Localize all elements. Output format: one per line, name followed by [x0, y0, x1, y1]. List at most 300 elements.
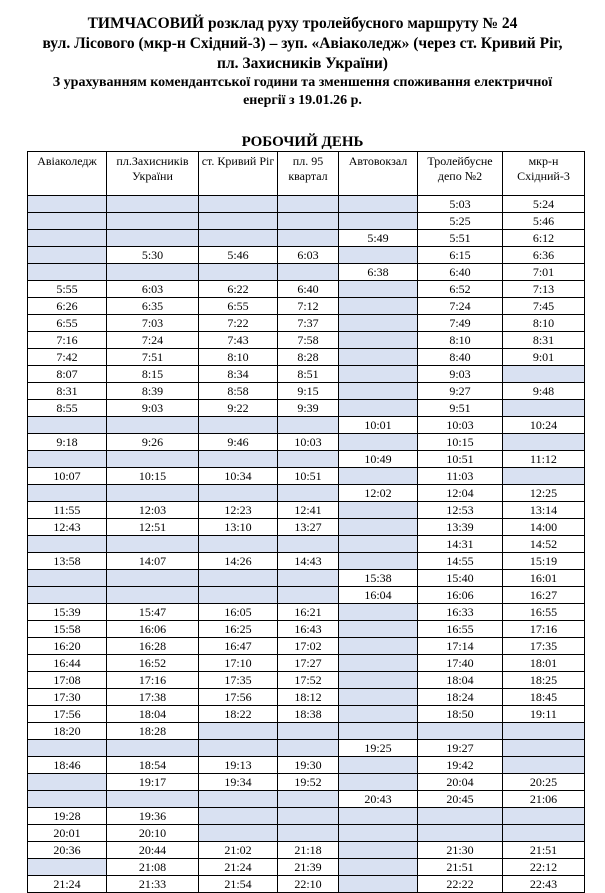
time-cell: 17:38: [107, 689, 199, 706]
time-cell: 12:03: [107, 502, 199, 519]
time-cell: [199, 417, 278, 434]
time-cell: 16:33: [418, 604, 503, 621]
time-cell: [28, 247, 107, 264]
time-cell: 5:55: [28, 281, 107, 298]
col-header-st-kryvyi-rih: ст. Кривий Ріг: [199, 152, 278, 196]
time-cell: 10:34: [199, 468, 278, 485]
time-cell: [28, 536, 107, 553]
time-cell: 18:50: [418, 706, 503, 723]
table-row: [28, 281, 585, 298]
time-cell: 21:30: [418, 842, 503, 859]
time-cell: [28, 264, 107, 281]
schedule-body: [28, 196, 585, 893]
time-cell: 13:58: [28, 553, 107, 570]
time-cell: 12:25: [503, 485, 585, 502]
table-row: [28, 672, 585, 689]
time-cell: 17:35: [199, 672, 278, 689]
time-cell: 10:24: [503, 417, 585, 434]
time-cell: 13:27: [278, 519, 339, 536]
time-cell: [199, 808, 278, 825]
time-cell: [107, 791, 199, 808]
time-cell: [199, 264, 278, 281]
time-cell: 19:27: [418, 740, 503, 757]
time-cell: 19:11: [503, 706, 585, 723]
time-cell: 9:51: [418, 400, 503, 417]
time-cell: 16:55: [503, 604, 585, 621]
time-cell: 22:43: [503, 876, 585, 893]
time-cell: 14:52: [503, 536, 585, 553]
time-cell: [503, 468, 585, 485]
table-row: [28, 264, 585, 281]
time-cell: 9:03: [418, 366, 503, 383]
time-cell: 6:22: [199, 281, 278, 298]
time-cell: [339, 553, 418, 570]
time-cell: 12:02: [339, 485, 418, 502]
time-cell: 19:13: [199, 757, 278, 774]
time-cell: [339, 859, 418, 876]
time-cell: [339, 502, 418, 519]
table-row: [28, 366, 585, 383]
table-row: [28, 774, 585, 791]
table-row: [28, 230, 585, 247]
time-cell: [503, 808, 585, 825]
time-cell: [503, 400, 585, 417]
col-header-aviakoledzh: Авіаколедж: [28, 152, 107, 196]
col-header-avtovokzal: Автовокзал: [339, 152, 418, 196]
time-cell: [107, 196, 199, 213]
time-cell: 18:54: [107, 757, 199, 774]
time-cell: 18:12: [278, 689, 339, 706]
time-cell: 12:51: [107, 519, 199, 536]
title-line-3: пл. Захисників України): [217, 55, 388, 72]
time-cell: 6:55: [28, 315, 107, 332]
time-cell: 5:46: [503, 213, 585, 230]
time-cell: 7:22: [199, 315, 278, 332]
time-cell: [107, 485, 199, 502]
header-row: [28, 152, 585, 196]
table-row: [28, 655, 585, 672]
time-cell: [278, 213, 339, 230]
time-cell: [339, 706, 418, 723]
time-cell: 5:49: [339, 230, 418, 247]
time-cell: 21:18: [278, 842, 339, 859]
time-cell: [28, 451, 107, 468]
time-cell: 7:45: [503, 298, 585, 315]
time-cell: 20:44: [107, 842, 199, 859]
schedule-header: [0, 14, 605, 110]
table-row: [28, 468, 585, 485]
time-cell: 18:28: [107, 723, 199, 740]
time-cell: 5:25: [418, 213, 503, 230]
time-cell: 7:49: [418, 315, 503, 332]
time-cell: [339, 281, 418, 298]
table-row: [28, 621, 585, 638]
time-cell: [339, 842, 418, 859]
table-row: [28, 604, 585, 621]
time-cell: [107, 451, 199, 468]
time-cell: 8:31: [28, 383, 107, 400]
time-cell: [199, 587, 278, 604]
time-cell: 21:06: [503, 791, 585, 808]
time-cell: 15:39: [28, 604, 107, 621]
col-header-depo-2: Тролейбусне депо №2: [418, 152, 503, 196]
time-cell: 18:01: [503, 655, 585, 672]
time-cell: 8:39: [107, 383, 199, 400]
time-cell: 11:55: [28, 502, 107, 519]
time-cell: 16:43: [278, 621, 339, 638]
title-line-2: вул. Лісового (мкр-н Східний-3) – зуп. «Авіаколедж» (через ст. Кривий Ріг,: [42, 35, 563, 52]
time-cell: [278, 536, 339, 553]
time-cell: [278, 230, 339, 247]
time-cell: [107, 536, 199, 553]
time-cell: [107, 570, 199, 587]
time-cell: [28, 859, 107, 876]
table-row: [28, 519, 585, 536]
time-cell: 7:51: [107, 349, 199, 366]
time-cell: [107, 417, 199, 434]
time-cell: 16:28: [107, 638, 199, 655]
time-cell: 14:07: [107, 553, 199, 570]
table-row: [28, 247, 585, 264]
time-cell: 18:38: [278, 706, 339, 723]
time-cell: [339, 672, 418, 689]
time-cell: [339, 723, 418, 740]
time-cell: 20:04: [418, 774, 503, 791]
table-row: [28, 740, 585, 757]
table-row: [28, 485, 585, 502]
time-cell: 10:15: [107, 468, 199, 485]
table-row: [28, 689, 585, 706]
time-cell: [339, 468, 418, 485]
time-cell: 6:36: [503, 247, 585, 264]
time-cell: [339, 638, 418, 655]
time-cell: [339, 349, 418, 366]
table-row: [28, 298, 585, 315]
time-cell: 18:46: [28, 757, 107, 774]
time-cell: [199, 791, 278, 808]
time-cell: 14:26: [199, 553, 278, 570]
time-cell: [418, 808, 503, 825]
time-cell: [278, 808, 339, 825]
time-cell: [107, 213, 199, 230]
time-cell: 7:42: [28, 349, 107, 366]
time-cell: 8:10: [503, 315, 585, 332]
table-row: [28, 638, 585, 655]
time-cell: [339, 315, 418, 332]
time-cell: [199, 740, 278, 757]
table-row: [28, 706, 585, 723]
time-cell: 12:43: [28, 519, 107, 536]
time-cell: 20:45: [418, 791, 503, 808]
time-cell: 16:52: [107, 655, 199, 672]
time-cell: 16:55: [418, 621, 503, 638]
time-cell: [199, 536, 278, 553]
table-row: [28, 213, 585, 230]
time-cell: 9:39: [278, 400, 339, 417]
time-cell: [339, 298, 418, 315]
time-cell: 10:03: [418, 417, 503, 434]
time-cell: 15:38: [339, 570, 418, 587]
time-cell: 19:17: [107, 774, 199, 791]
time-cell: 16:05: [199, 604, 278, 621]
col-header-pl-zakhysnykiv: пл.Захисників України: [107, 152, 199, 196]
time-cell: 21:33: [107, 876, 199, 893]
time-cell: [278, 196, 339, 213]
time-cell: 10:07: [28, 468, 107, 485]
time-cell: [278, 791, 339, 808]
time-cell: 19:28: [28, 808, 107, 825]
time-cell: 12:23: [199, 502, 278, 519]
time-cell: 18:45: [503, 689, 585, 706]
time-cell: 19:36: [107, 808, 199, 825]
time-cell: [28, 791, 107, 808]
time-cell: 16:25: [199, 621, 278, 638]
time-cell: [339, 332, 418, 349]
time-cell: 10:49: [339, 451, 418, 468]
time-cell: 20:01: [28, 825, 107, 842]
time-cell: [418, 723, 503, 740]
time-cell: [199, 825, 278, 842]
time-cell: 19:25: [339, 740, 418, 757]
time-cell: [28, 774, 107, 791]
time-cell: [503, 434, 585, 451]
time-cell: [503, 740, 585, 757]
time-cell: 5:51: [418, 230, 503, 247]
time-cell: [199, 230, 278, 247]
time-cell: [278, 723, 339, 740]
table-row: [28, 349, 585, 366]
time-cell: [199, 196, 278, 213]
time-cell: 8:07: [28, 366, 107, 383]
table-row: [28, 757, 585, 774]
time-cell: 6:26: [28, 298, 107, 315]
time-cell: 21:08: [107, 859, 199, 876]
time-cell: [278, 570, 339, 587]
time-cell: [278, 740, 339, 757]
time-cell: [107, 264, 199, 281]
schedule-table: [27, 151, 585, 893]
time-cell: 16:47: [199, 638, 278, 655]
time-cell: 9:46: [199, 434, 278, 451]
time-cell: 9:03: [107, 400, 199, 417]
time-cell: 18:04: [107, 706, 199, 723]
table-row: [28, 417, 585, 434]
time-cell: [418, 825, 503, 842]
day-label: РОБОЧИЙ ДЕНЬ: [241, 134, 364, 150]
time-cell: 8:55: [28, 400, 107, 417]
table-row: [28, 842, 585, 859]
time-cell: 18:04: [418, 672, 503, 689]
time-cell: 15:40: [418, 570, 503, 587]
time-cell: [199, 213, 278, 230]
time-cell: 20:36: [28, 842, 107, 859]
time-cell: [339, 519, 418, 536]
time-cell: 14:55: [418, 553, 503, 570]
time-cell: [28, 417, 107, 434]
time-cell: 17:56: [28, 706, 107, 723]
time-cell: 9:01: [503, 349, 585, 366]
time-cell: 21:54: [199, 876, 278, 893]
time-cell: [278, 485, 339, 502]
time-cell: [278, 417, 339, 434]
time-cell: [278, 587, 339, 604]
time-cell: 10:15: [418, 434, 503, 451]
time-cell: 8:58: [199, 383, 278, 400]
time-cell: 18:20: [28, 723, 107, 740]
time-cell: 6:38: [339, 264, 418, 281]
time-cell: 21:24: [28, 876, 107, 893]
time-cell: [278, 825, 339, 842]
time-cell: 7:16: [28, 332, 107, 349]
table-row: [28, 791, 585, 808]
table-row: [28, 825, 585, 842]
time-cell: 21:51: [503, 842, 585, 859]
time-cell: [28, 230, 107, 247]
time-cell: 7:58: [278, 332, 339, 349]
time-cell: 9:18: [28, 434, 107, 451]
time-cell: 17:08: [28, 672, 107, 689]
time-cell: 8:31: [503, 332, 585, 349]
table-row: [28, 196, 585, 213]
time-cell: 21:39: [278, 859, 339, 876]
subtitle-line-1: З урахуванням комендантської години та зменшення споживання електричної: [52, 75, 553, 90]
title-line-1: ТИМЧАСОВИЙ розклад руху тролейбусного маршруту № 24: [87, 15, 518, 32]
time-cell: [503, 757, 585, 774]
time-cell: [339, 621, 418, 638]
time-cell: [107, 587, 199, 604]
time-cell: 8:10: [199, 349, 278, 366]
time-cell: [107, 740, 199, 757]
time-cell: 9:15: [278, 383, 339, 400]
time-cell: 6:03: [107, 281, 199, 298]
time-cell: 11:03: [418, 468, 503, 485]
time-cell: 22:12: [503, 859, 585, 876]
time-cell: 5:24: [503, 196, 585, 213]
table-row: [28, 808, 585, 825]
table-row: [28, 536, 585, 553]
table-row: [28, 315, 585, 332]
time-cell: 14:00: [503, 519, 585, 536]
time-cell: 16:06: [418, 587, 503, 604]
time-cell: [199, 485, 278, 502]
table-row: [28, 502, 585, 519]
time-cell: 10:51: [418, 451, 503, 468]
time-cell: [339, 757, 418, 774]
time-cell: 17:56: [199, 689, 278, 706]
time-cell: 18:24: [418, 689, 503, 706]
time-cell: [503, 825, 585, 842]
time-cell: 17:16: [107, 672, 199, 689]
time-cell: 20:43: [339, 791, 418, 808]
time-cell: [278, 264, 339, 281]
time-cell: 11:12: [503, 451, 585, 468]
time-cell: [339, 196, 418, 213]
time-cell: 7:03: [107, 315, 199, 332]
time-cell: 9:22: [199, 400, 278, 417]
time-cell: 10:03: [278, 434, 339, 451]
time-cell: 7:37: [278, 315, 339, 332]
time-cell: 17:16: [503, 621, 585, 638]
table-row: [28, 723, 585, 740]
time-cell: 6:40: [278, 281, 339, 298]
time-cell: 16:21: [278, 604, 339, 621]
time-cell: 6:03: [278, 247, 339, 264]
time-cell: 17:35: [503, 638, 585, 655]
table-row: [28, 434, 585, 451]
time-cell: 9:26: [107, 434, 199, 451]
time-cell: 15:19: [503, 553, 585, 570]
time-cell: [28, 485, 107, 502]
table-row: [28, 383, 585, 400]
time-cell: 22:22: [418, 876, 503, 893]
time-cell: 12:41: [278, 502, 339, 519]
time-cell: 13:14: [503, 502, 585, 519]
time-cell: 9:48: [503, 383, 585, 400]
time-cell: 17:10: [199, 655, 278, 672]
time-cell: 10:01: [339, 417, 418, 434]
table-row: [28, 553, 585, 570]
time-cell: 13:10: [199, 519, 278, 536]
time-cell: 8:34: [199, 366, 278, 383]
time-cell: 8:40: [418, 349, 503, 366]
time-cell: 18:25: [503, 672, 585, 689]
time-cell: 7:01: [503, 264, 585, 281]
time-cell: 18:22: [199, 706, 278, 723]
time-cell: 6:15: [418, 247, 503, 264]
table-row: [28, 859, 585, 876]
time-cell: 7:13: [503, 281, 585, 298]
time-cell: 5:30: [107, 247, 199, 264]
time-cell: 19:42: [418, 757, 503, 774]
time-cell: [199, 451, 278, 468]
time-cell: 9:27: [418, 383, 503, 400]
time-cell: 17:30: [28, 689, 107, 706]
time-cell: [278, 451, 339, 468]
time-cell: 8:10: [418, 332, 503, 349]
time-cell: 21:24: [199, 859, 278, 876]
time-cell: 19:52: [278, 774, 339, 791]
time-cell: [503, 723, 585, 740]
time-cell: [503, 366, 585, 383]
table-row: [28, 587, 585, 604]
time-cell: 15:58: [28, 621, 107, 638]
time-cell: 16:06: [107, 621, 199, 638]
time-cell: 16:27: [503, 587, 585, 604]
subtitle-line-2: енергії з 19.01.26 р.: [243, 93, 362, 108]
time-cell: 8:28: [278, 349, 339, 366]
time-cell: [339, 825, 418, 842]
time-cell: 17:27: [278, 655, 339, 672]
table-row: [28, 570, 585, 587]
time-cell: 5:03: [418, 196, 503, 213]
time-cell: 12:04: [418, 485, 503, 502]
time-cell: [339, 808, 418, 825]
time-cell: 8:15: [107, 366, 199, 383]
time-cell: 7:43: [199, 332, 278, 349]
time-cell: 21:02: [199, 842, 278, 859]
time-cell: [339, 400, 418, 417]
time-cell: [339, 383, 418, 400]
table-row: [28, 400, 585, 417]
time-cell: 8:51: [278, 366, 339, 383]
time-cell: [339, 434, 418, 451]
time-cell: 19:34: [199, 774, 278, 791]
time-cell: [339, 536, 418, 553]
time-cell: 6:12: [503, 230, 585, 247]
time-cell: 20:10: [107, 825, 199, 842]
time-cell: 14:31: [418, 536, 503, 553]
time-cell: 22:10: [278, 876, 339, 893]
